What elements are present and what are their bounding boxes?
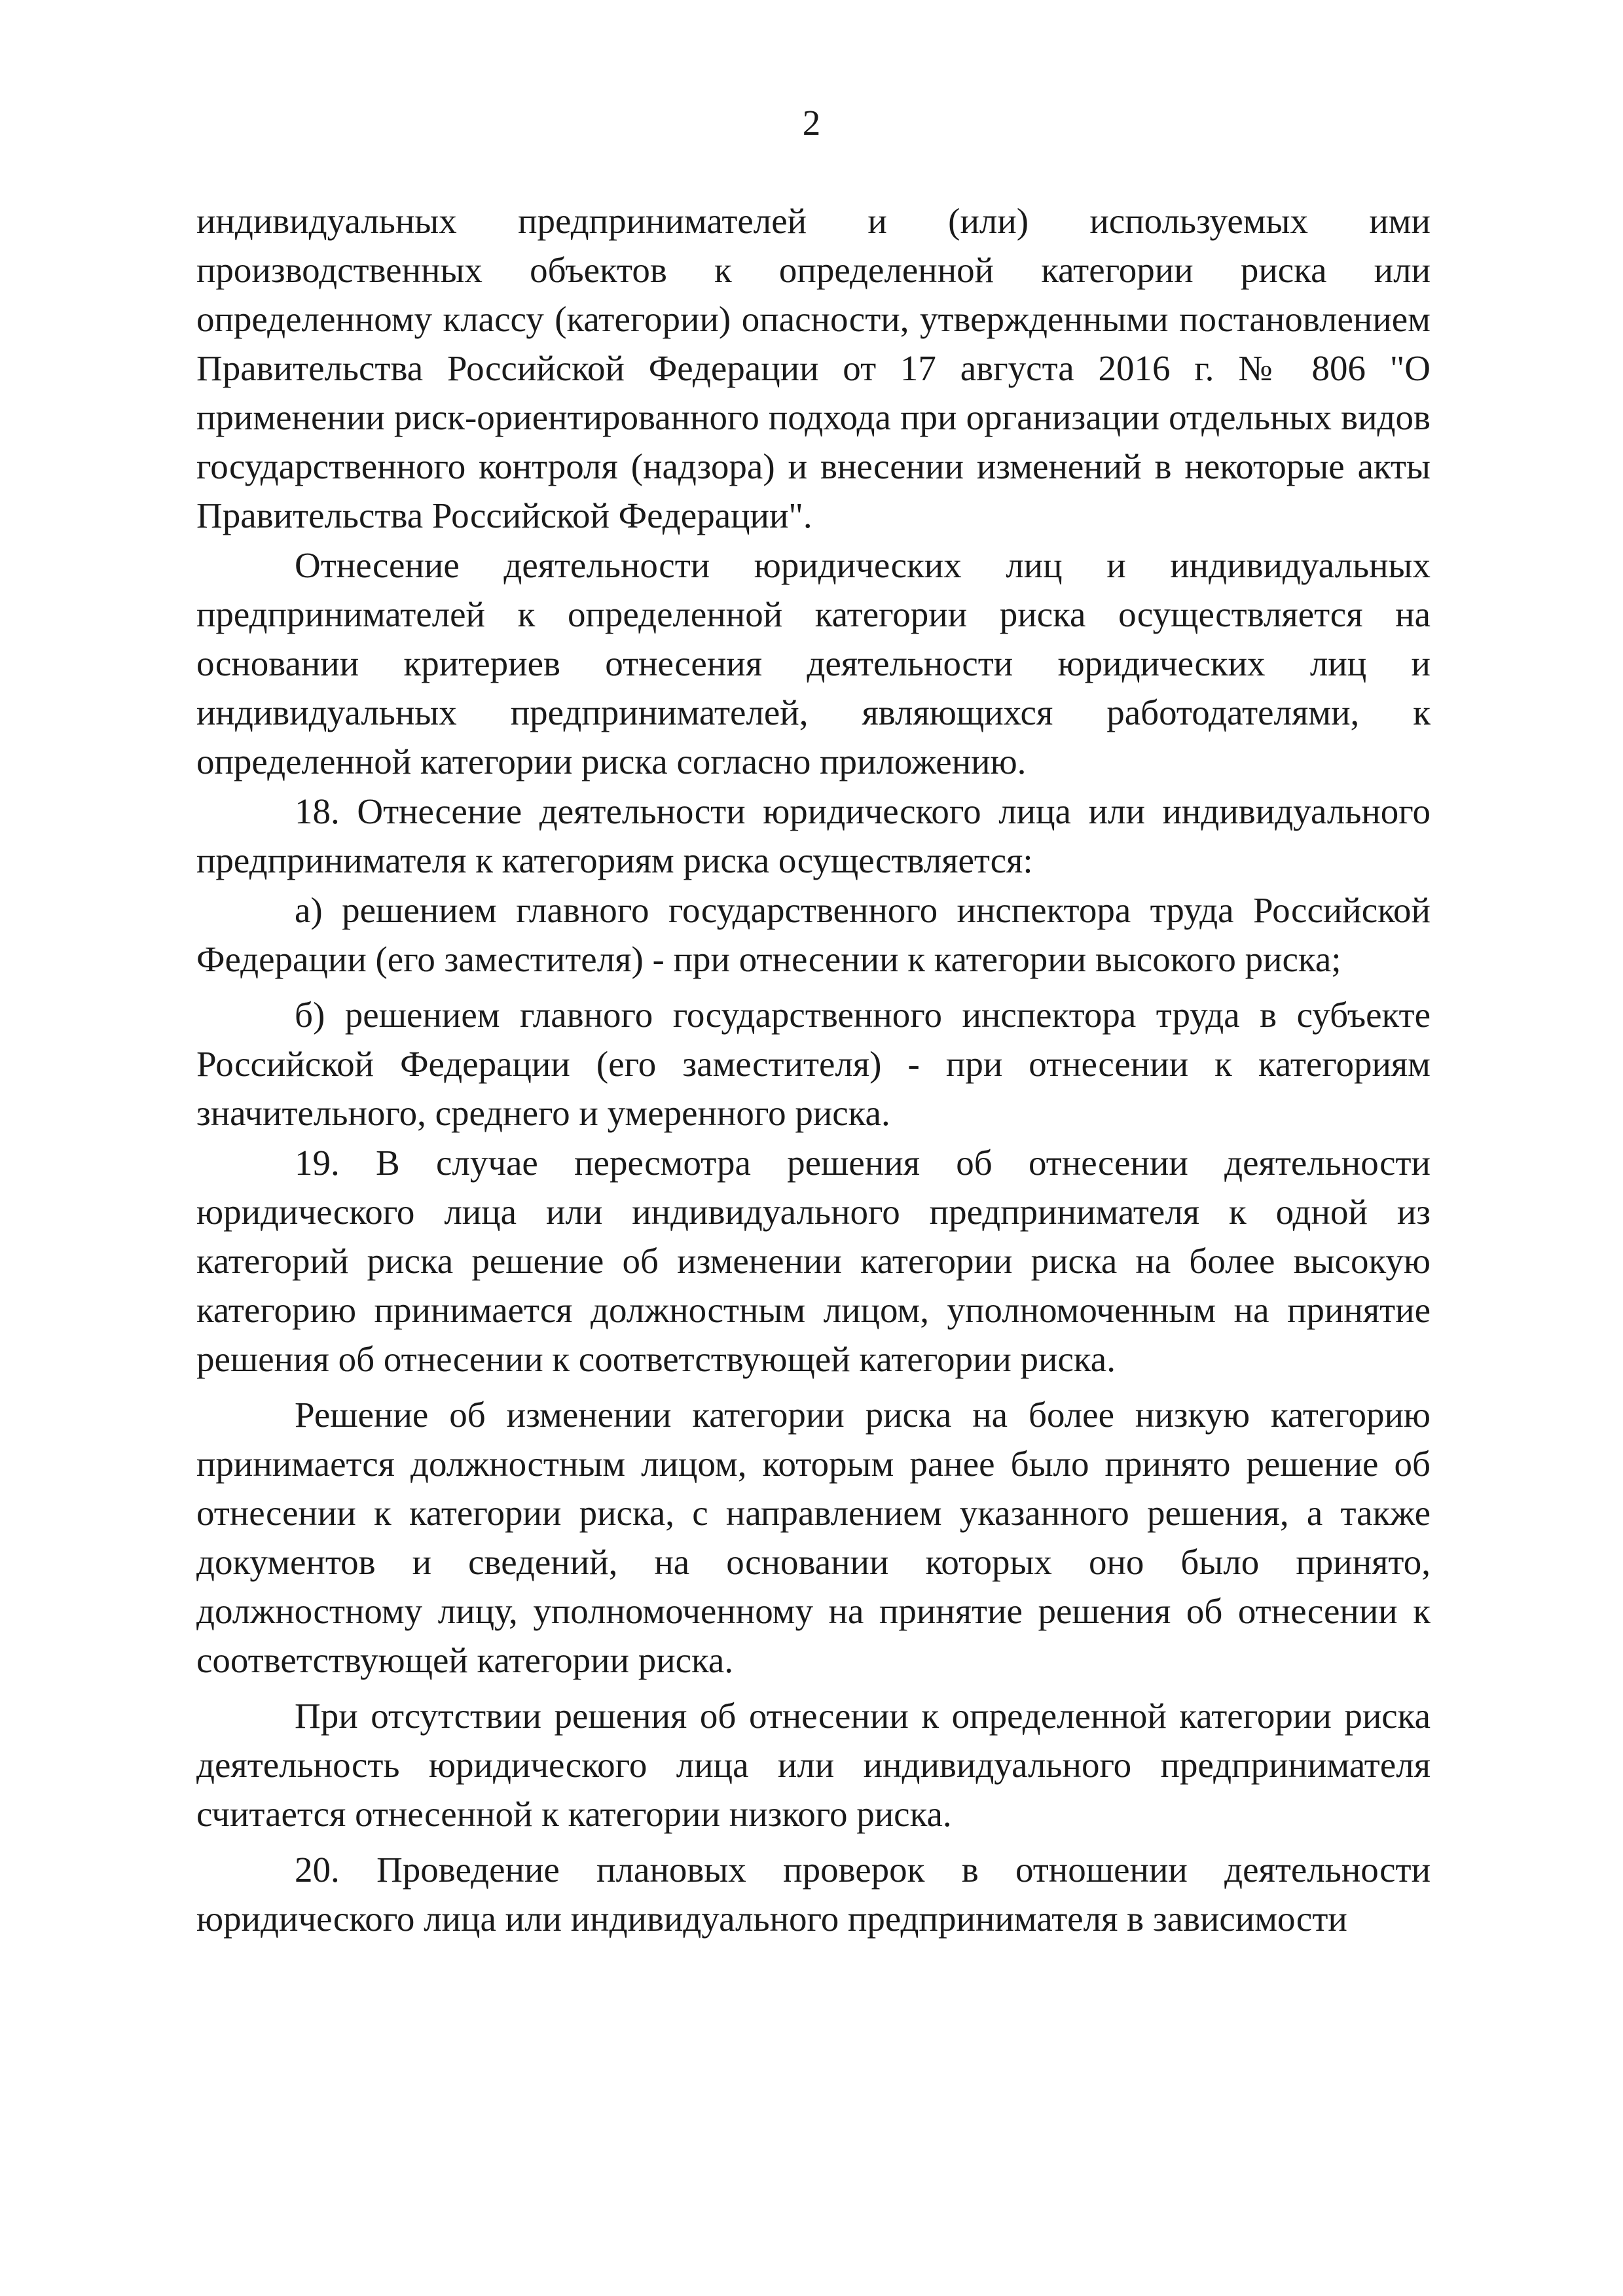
paragraph-item-18-b: б) решением главного государственного инспектора труда в субъекте Российской Федерации (его заместителя) - при отнесении к категориям значительного, среднего и умеренного риска. [196, 995, 1431, 1133]
paragraph-lower-category-decision: Решение об изменении категории риска на более низкую категорию принимается должностным лицом, которым ранее было принято решение об отнесении к категории риска, с направлением указанного решения, а также документов и сведений, на основании которых оно было принято, должностному лицу, уполномоченному на принятие решения об отнесении к соответствующей категории риска. [196, 1395, 1431, 1680]
paragraph-default-low-risk: При отсутствии решения об отнесении к определенной категории риска деятельность юридического лица или индивидуального предпринимателя считается отнесенной к категории низкого риска. [196, 1696, 1431, 1834]
document-body [196, 196, 1431, 1943]
page-number: 2 [802, 103, 821, 143]
paragraph-item-20: 20. Проведение плановых проверок в отношении деятельности юридического лица или индивидуального предпринимателя в зависимости [196, 1850, 1431, 1939]
paragraph-item-18: 18. Отнесение деятельности юридического лица или индивидуального предпринимателя к категориям риска осуществляется: [196, 791, 1431, 880]
paragraph-continuation: индивидуальных предпринимателей и (или) используемых ими производственных объектов к определенной категории риска или определенному классу (категории) опасности, утвержденными постановлением Правительства Российской Федерации от 17 августа 2016 г. № 806 "О применении риск-ориентированного подхода при организации отдельных видов государственного контроля (надзора) и внесении изменений в некоторые акты Правительства Российской Федерации". [196, 201, 1431, 535]
paragraph-risk-assignment-basis: Отнесение деятельности юридических лиц и индивидуальных предпринимателей к определенной категории риска осуществляется на основании критериев отнесения деятельности юридических лиц и индивидуальных предпринимателей, являющихся работодателями, к определенной категории риска согласно приложению. [196, 545, 1431, 781]
paragraph-item-18-a: а) решением главного государственного инспектора труда Российской Федерации (его заместителя) - при отнесении к категории высокого риска; [196, 890, 1431, 979]
paragraph-item-19: 19. В случае пересмотра решения об отнесении деятельности юридического лица или индивидуального предпринимателя к одной из категорий риска решение об изменении категории риска на более высокую категорию принимается должностным лицом, уполномоченным на принятие решения об отнесении к соответствующей категории риска. [196, 1143, 1431, 1379]
